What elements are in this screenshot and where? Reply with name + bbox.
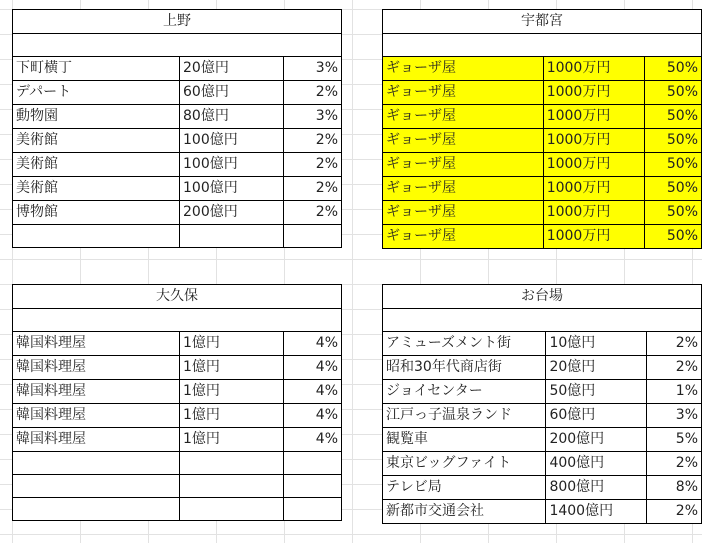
okubo-name-cell[interactable]: 韓国料理屋 (13, 428, 180, 452)
ueno-name-cell[interactable]: 美術館 (13, 177, 180, 201)
ueno-amount-cell[interactable]: 20億円 (180, 57, 284, 81)
utsunomiya-row (383, 153, 702, 177)
odaiba-amount-cell[interactable]: 800億円 (546, 476, 647, 500)
utsunomiya-pct-cell[interactable]: 50% (645, 105, 702, 129)
utsunomiya-row (383, 81, 702, 105)
odaiba-row (383, 476, 702, 500)
okubo-row (13, 428, 342, 452)
odaiba-name-cell[interactable]: 東京ビッグファイト (383, 452, 546, 476)
ueno-name-cell[interactable]: 美術館 (13, 153, 180, 177)
odaiba-name-cell[interactable]: 昭和30年代商店街 (383, 356, 546, 380)
empty-cell[interactable] (284, 498, 342, 521)
odaiba-row (383, 428, 702, 452)
okubo-amount-cell[interactable]: 1億円 (180, 404, 284, 428)
empty-cell[interactable] (284, 475, 342, 498)
odaiba-pct-cell[interactable]: 5% (646, 428, 701, 452)
empty-cell[interactable] (13, 475, 180, 498)
utsunomiya-row (383, 201, 702, 225)
odaiba-name-cell[interactable]: アミューズメント街 (383, 332, 546, 356)
utsunomiya-amount-cell[interactable]: 1000万円 (543, 201, 645, 225)
ueno-row (13, 201, 342, 225)
odaiba-name-cell[interactable]: 江戸っ子温泉ランド (383, 404, 546, 428)
okubo-amount-cell[interactable]: 1億円 (180, 332, 284, 356)
ueno-blank-row (13, 34, 342, 57)
utsunomiya-amount-cell[interactable]: 1000万円 (543, 129, 645, 153)
ueno-row (13, 81, 342, 105)
odaiba-name-cell[interactable]: 新都市交通会社 (383, 500, 546, 524)
ueno-pct-cell[interactable]: 2% (284, 201, 342, 225)
odaiba-row (383, 404, 702, 428)
empty-cell[interactable] (284, 452, 342, 475)
utsunomiya-row (383, 177, 702, 201)
ueno-pct-cell[interactable]: 3% (284, 105, 342, 129)
odaiba-name-cell[interactable]: ジョイセンター (383, 380, 546, 404)
utsunomiya-pct-cell[interactable]: 50% (645, 201, 702, 225)
ueno-row (13, 105, 342, 129)
ueno-pct-cell[interactable]: 2% (284, 81, 342, 105)
ueno-pct-cell[interactable]: 2% (284, 129, 342, 153)
empty-cell[interactable] (284, 225, 342, 248)
ueno-empty-row (13, 225, 342, 248)
utsunomiya-name-cell[interactable]: ギョーザ屋 (383, 81, 544, 105)
ueno-name-cell[interactable]: 下町横丁 (13, 57, 180, 81)
ueno-name-cell[interactable]: 美術館 (13, 129, 180, 153)
utsunomiya-amount-cell[interactable]: 1000万円 (543, 225, 645, 249)
utsunomiya-name-cell[interactable]: ギョーザ屋 (383, 57, 544, 81)
okubo-title[interactable]: 大久保 (13, 285, 342, 309)
odaiba-pct-cell[interactable]: 2% (646, 356, 701, 380)
ueno-row (13, 57, 342, 81)
okubo-name-cell[interactable]: 韓国料理屋 (13, 404, 180, 428)
utsunomiya-name-cell[interactable]: ギョーザ屋 (383, 177, 544, 201)
odaiba-pct-cell[interactable]: 2% (646, 500, 701, 524)
empty-cell[interactable] (13, 225, 180, 248)
okubo-empty-row (13, 498, 342, 521)
okubo-table (12, 284, 342, 521)
empty-cell[interactable] (180, 498, 284, 521)
ueno-pct-cell[interactable]: 2% (284, 177, 342, 201)
odaiba-row (383, 452, 702, 476)
odaiba-row (383, 356, 702, 380)
ueno-amount-cell[interactable]: 200億円 (180, 201, 284, 225)
ueno-row (13, 129, 342, 153)
utsunomiya-pct-cell[interactable]: 50% (645, 57, 702, 81)
odaiba-amount-cell[interactable]: 200億円 (546, 428, 647, 452)
odaiba-table (382, 284, 702, 524)
utsunomiya-pct-cell[interactable]: 50% (645, 129, 702, 153)
ueno-pct-cell[interactable]: 3% (284, 57, 342, 81)
ueno-title-row (13, 10, 342, 34)
okubo-empty-row (13, 452, 342, 475)
ueno-amount-cell[interactable]: 60億円 (180, 81, 284, 105)
odaiba-row (383, 332, 702, 356)
empty-cell[interactable] (13, 452, 180, 475)
ueno-row (13, 153, 342, 177)
ueno-name-cell[interactable]: 博物館 (13, 201, 180, 225)
utsunomiya-name-cell[interactable]: ギョーザ屋 (383, 105, 544, 129)
empty-cell[interactable] (180, 225, 284, 248)
odaiba-amount-cell[interactable]: 60億円 (546, 404, 647, 428)
okubo-name-cell[interactable]: 韓国料理屋 (13, 380, 180, 404)
empty-cell[interactable] (180, 475, 284, 498)
odaiba-blank-cell[interactable] (383, 309, 702, 332)
okubo-pct-cell[interactable]: 4% (284, 356, 342, 380)
okubo-pct-cell[interactable]: 4% (284, 380, 342, 404)
okubo-amount-cell[interactable]: 1億円 (180, 380, 284, 404)
utsunomiya-pct-cell[interactable]: 50% (645, 177, 702, 201)
utsunomiya-table (382, 9, 702, 249)
utsunomiya-title-row (383, 10, 702, 34)
odaiba-pct-cell[interactable]: 1% (646, 380, 701, 404)
okubo-pct-cell[interactable]: 4% (284, 332, 342, 356)
utsunomiya-pct-cell[interactable]: 50% (645, 81, 702, 105)
ueno-amount-cell[interactable]: 100億円 (180, 177, 284, 201)
okubo-amount-cell[interactable]: 1億円 (180, 356, 284, 380)
ueno-blank-cell[interactable] (13, 34, 342, 57)
ueno-amount-cell[interactable]: 100億円 (180, 129, 284, 153)
utsunomiya-amount-cell[interactable]: 1000万円 (543, 105, 645, 129)
ueno-title[interactable]: 上野 (13, 10, 342, 34)
ueno-table (12, 9, 342, 248)
odaiba-amount-cell[interactable]: 50億円 (546, 380, 647, 404)
ueno-row (13, 177, 342, 201)
odaiba-name-cell[interactable]: テレビ局 (383, 476, 546, 500)
utsunomiya-name-cell[interactable]: ギョーザ屋 (383, 201, 544, 225)
ueno-name-cell[interactable]: 動物園 (13, 105, 180, 129)
okubo-name-cell[interactable]: 韓国料理屋 (13, 332, 180, 356)
okubo-blank-cell[interactable] (13, 309, 342, 332)
odaiba-name-cell[interactable]: 観覧車 (383, 428, 546, 452)
okubo-pct-cell[interactable]: 4% (284, 428, 342, 452)
okubo-amount-cell[interactable]: 1億円 (180, 428, 284, 452)
odaiba-amount-cell[interactable]: 1400億円 (546, 500, 647, 524)
odaiba-blank-row (383, 309, 702, 332)
odaiba-row (383, 380, 702, 404)
utsunomiya-pct-cell[interactable]: 50% (645, 153, 702, 177)
utsunomiya-amount-cell[interactable]: 1000万円 (543, 177, 645, 201)
ueno-name-cell[interactable]: デパート (13, 81, 180, 105)
utsunomiya-amount-cell[interactable]: 1000万円 (543, 57, 645, 81)
okubo-row (13, 380, 342, 404)
okubo-row (13, 332, 342, 356)
utsunomiya-name-cell[interactable]: ギョーザ屋 (383, 153, 544, 177)
odaiba-pct-cell[interactable]: 3% (646, 404, 701, 428)
odaiba-row (383, 500, 702, 524)
odaiba-pct-cell[interactable]: 2% (646, 332, 701, 356)
odaiba-amount-cell[interactable]: 20億円 (546, 356, 647, 380)
ueno-amount-cell[interactable]: 100億円 (180, 153, 284, 177)
utsunomiya-pct-cell[interactable]: 50% (645, 225, 702, 249)
ueno-pct-cell[interactable]: 2% (284, 153, 342, 177)
utsunomiya-amount-cell[interactable]: 1000万円 (543, 153, 645, 177)
odaiba-title[interactable]: お台場 (383, 285, 702, 309)
okubo-row (13, 404, 342, 428)
ueno-amount-cell[interactable]: 80億円 (180, 105, 284, 129)
odaiba-amount-cell[interactable]: 10億円 (546, 332, 647, 356)
utsunomiya-blank-row (383, 34, 702, 57)
odaiba-pct-cell[interactable]: 8% (646, 476, 701, 500)
odaiba-amount-cell[interactable]: 400億円 (546, 452, 647, 476)
utsunomiya-name-cell[interactable]: ギョーザ屋 (383, 129, 544, 153)
utsunomiya-title[interactable]: 宇都宮 (383, 10, 702, 34)
odaiba-title-row (383, 285, 702, 309)
utsunomiya-name-cell[interactable]: ギョーザ屋 (383, 225, 544, 249)
utsunomiya-row (383, 105, 702, 129)
utsunomiya-amount-cell[interactable]: 1000万円 (543, 81, 645, 105)
okubo-empty-row (13, 475, 342, 498)
okubo-row (13, 356, 342, 380)
empty-cell[interactable] (180, 452, 284, 475)
utsunomiya-row (383, 57, 702, 81)
utsunomiya-blank-cell[interactable] (383, 34, 702, 57)
utsunomiya-row (383, 129, 702, 153)
okubo-blank-row (13, 309, 342, 332)
okubo-name-cell[interactable]: 韓国料理屋 (13, 356, 180, 380)
okubo-pct-cell[interactable]: 4% (284, 404, 342, 428)
empty-cell[interactable] (13, 498, 180, 521)
utsunomiya-row (383, 225, 702, 249)
odaiba-pct-cell[interactable]: 2% (646, 452, 701, 476)
okubo-title-row (13, 285, 342, 309)
